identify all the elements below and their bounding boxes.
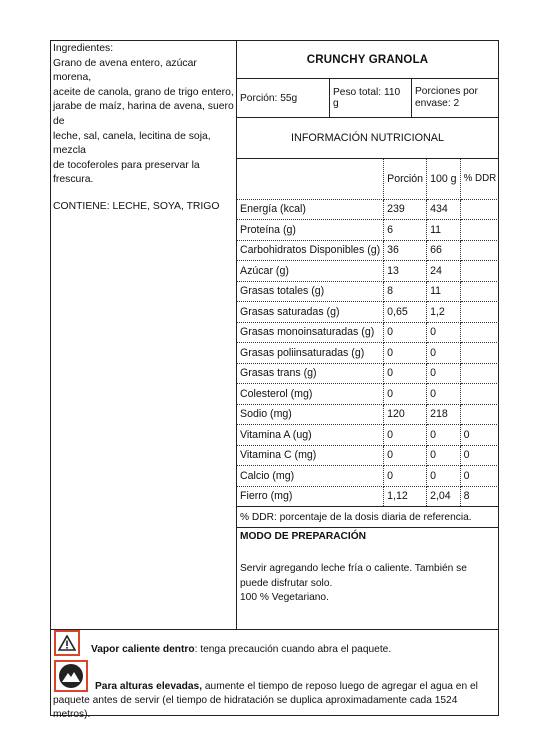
nutrition-table (237, 159, 499, 507)
portion-value: 0 (384, 445, 427, 466)
nutrient-label: Grasas saturadas (g) (237, 302, 384, 323)
nutrition-label (50, 40, 499, 720)
ddr-value: 8 (460, 486, 499, 507)
warnings-section (51, 629, 498, 720)
portion-value: 13 (384, 261, 427, 282)
ddr-value (460, 199, 499, 220)
nutrient-label: Energía (kcal) (237, 199, 384, 220)
portion-value: 0 (384, 425, 427, 446)
table-header-row (237, 159, 499, 199)
per-100g-value: 0 (427, 363, 461, 384)
per-100g-value: 11 (427, 220, 461, 241)
nutrition-column (237, 41, 498, 608)
altitude-warning-text: aumente el tiempo de reposo luego de agregar el agua en el paquete antes de servir (el tiempo de hidratación se duplica aproximadamente cada 1524 metros). (53, 681, 478, 720)
ddr-note: % DDR: porcentaje de la dosis diaria de referencia. (237, 507, 498, 528)
portion-size: Porción: 55g (237, 79, 330, 117)
allergens-text: CONTIENE: LECHE, SOYA, TRIGO (53, 200, 220, 212)
ddr-value (460, 281, 499, 302)
table-row (237, 261, 499, 282)
portion-value: 6 (384, 220, 427, 241)
nutrient-label: Vitamina C (mg) (237, 445, 384, 466)
ingredients-label: Ingredientes: (53, 43, 114, 54)
nutrient-label: Fierro (mg) (237, 486, 384, 507)
portion-value: 0 (384, 363, 427, 384)
per-100g-value: 218 (427, 404, 461, 425)
ddr-value: 0 (460, 425, 499, 446)
ddr-value (460, 384, 499, 405)
serving-info-row (237, 79, 498, 118)
table-row (237, 240, 499, 261)
nutrient-label: Carbohidratos Disponibles (g) (237, 240, 384, 261)
nutrient-label: Proteína (g) (237, 220, 384, 241)
total-weight: Peso total: 110 g (330, 79, 412, 117)
table-row (237, 322, 499, 343)
table-row (237, 466, 499, 487)
nutrient-label: Sodio (mg) (237, 404, 384, 425)
per-100g-value: 0 (427, 445, 461, 466)
portion-value: 36 (384, 240, 427, 261)
hot-steam-warning (51, 630, 498, 660)
portion-value: 8 (384, 281, 427, 302)
ddr-value (460, 220, 499, 241)
per-100g-value: 2,04 (427, 486, 461, 507)
per-100g-value: 11 (427, 281, 461, 302)
nutrient-label: Azúcar (g) (237, 261, 384, 282)
nutrient-label: Grasas trans (g) (237, 363, 384, 384)
ddr-value (460, 404, 499, 425)
nutrient-label: Grasas totales (g) (237, 281, 384, 302)
preparation-text: Servir agregando leche fría o caliente. También se puede disfrutar solo. (240, 563, 467, 589)
ingredients-text: Grano de avena entero, azúcar morena, aceite de canola, grano de trigo entero, jarabe de maíz, harina de avena, suero de leche, sal, canela, lecitina de soja, mezcla de tocoferoles para preservar la frescura. (53, 57, 234, 186)
portion-value: 0 (384, 466, 427, 487)
servings-per-package: Porciones por envase: 2 (415, 86, 478, 109)
nutrient-label: Calcio (mg) (237, 466, 384, 487)
header-100g: 100 g (427, 159, 461, 199)
ddr-value: 0 (460, 466, 499, 487)
portion-value: 239 (384, 199, 427, 220)
hot-steam-warning-title: Vapor caliente dentro (91, 644, 195, 655)
ddr-value (460, 343, 499, 364)
table-row (237, 343, 499, 364)
table-row (237, 199, 499, 220)
preparation-section (237, 528, 498, 608)
portion-value: 0 (384, 384, 427, 405)
ddr-value (460, 240, 499, 261)
ddr-value (460, 363, 499, 384)
table-row (237, 220, 499, 241)
per-100g-value: 0 (427, 384, 461, 405)
per-100g-value: 434 (427, 199, 461, 220)
nutrient-label: Vitamina A (ug) (237, 425, 384, 446)
table-row (237, 302, 499, 323)
nutrient-label: Colesterol (mg) (237, 384, 384, 405)
product-title: CRUNCHY GRANOLA (237, 41, 498, 79)
portion-value: 0,65 (384, 302, 427, 323)
table-row (237, 384, 499, 405)
ddr-value (460, 322, 499, 343)
header-portion: Porción (384, 159, 427, 199)
nutrition-info-title: INFORMACIÓN NUTRICIONAL (237, 118, 498, 159)
table-row (237, 486, 499, 507)
portion-value: 1,12 (384, 486, 427, 507)
preparation-title: MODO DE PREPARACIÓN (240, 531, 367, 542)
portion-value: 120 (384, 404, 427, 425)
ddr-value: 0 (460, 445, 499, 466)
ddr-value (460, 302, 499, 323)
per-100g-value: 0 (427, 322, 461, 343)
per-100g-value: 0 (427, 425, 461, 446)
portion-value: 0 (384, 343, 427, 364)
hot-steam-warning-text: : tenga precaución cuando abra el paquete. (194, 644, 392, 655)
nutrient-label: Grasas monoinsaturadas (g) (237, 322, 384, 343)
per-100g-value: 0 (427, 343, 461, 364)
table-row (237, 404, 499, 425)
per-100g-value: 0 (427, 466, 461, 487)
altitude-warning-title: Para alturas elevadas, (95, 681, 203, 692)
table-row (237, 425, 499, 446)
table-row (237, 281, 499, 302)
per-100g-value: 66 (427, 240, 461, 261)
portion-value: 0 (384, 322, 427, 343)
per-100g-value: 1,2 (427, 302, 461, 323)
table-row (237, 363, 499, 384)
header-ddr: % DDR (460, 159, 499, 199)
nutrient-label: Grasas poliinsaturadas (g) (237, 343, 384, 364)
header-blank (237, 159, 384, 199)
per-100g-value: 24 (427, 261, 461, 282)
table-row (237, 445, 499, 466)
vegetarian-note: 100 % Vegetariano. (240, 592, 329, 604)
warning-triangle-icon (54, 630, 80, 656)
ingredients-column (51, 41, 237, 629)
ddr-value (460, 261, 499, 282)
